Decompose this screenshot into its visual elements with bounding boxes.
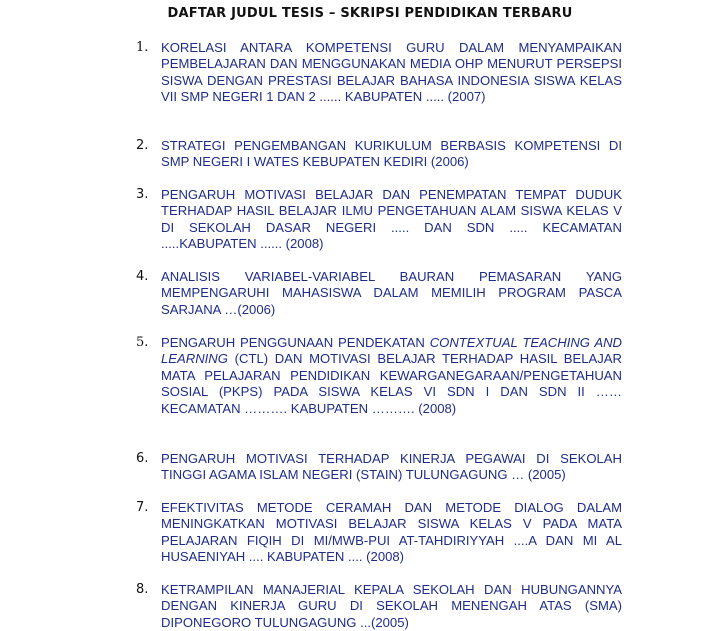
list-item: [136, 187, 622, 253]
list-item: [136, 451, 622, 484]
list-item-number: 5.: [136, 335, 149, 350]
list-item-text: PENGARUH MOTIVASI BELAJAR DAN PENEMPATAN TEMPAT DUDUK TERHADAP HASIL BELAJAR ILMU PENGETAHUAN ALAM SISWA KELAS V DI SEKOLAH DASAR NEGERI ..... DAN SDN ..... KECAMATAN .....KABUPATEN ...... (2008): [161, 187, 622, 252]
list-item-number: 1.: [136, 40, 149, 55]
list-item-number: 8.: [136, 582, 149, 597]
list-item-number: 7.: [136, 500, 149, 515]
list-item: [136, 40, 622, 106]
list-item-text: ANALISIS VARIABEL-VARIABEL BAURAN PEMASARAN YANG MEMPENGARUHI MAHASISWA DALAM MEMILIH PROGRAM PASCA SARJANA …(2006): [161, 269, 622, 317]
list-item: [136, 335, 622, 417]
list-item-text-italic: CONTEXTUAL TEACHING AND LEARNING: [161, 335, 623, 367]
list-item-number: 6.: [136, 451, 149, 466]
list-item-text-part: (CTL) DAN MOTIVASI BELAJAR TERHADAP HASIL BELAJAR MATA PELAJARAN PENDIDIKAN KEWARGANEGARAAN/PENGETAHUAN SOSIAL (PKPS) PADA SISWA KELAS VI SDN I DAN SDN II …… KECAMATAN ………. KABUPATEN ………. (2008): [161, 351, 622, 416]
list-item: [136, 269, 622, 318]
list-item: [136, 138, 622, 171]
list-item-number: 3.: [136, 187, 149, 202]
list-item: [136, 500, 622, 566]
list-item-text: STRATEGI PENGEMBANGAN KURIKULUM BERBASIS KOMPETENSI DI SMP NEGERI I WATES KEBUPATEN KEDIRI (2006): [161, 138, 622, 170]
list-item-text: [161, 335, 622, 417]
list-item-text: PENGARUH MOTIVASI TERHADAP KINERJA PEGAWAI DI SEKOLAH TINGGI AGAMA ISLAM NEGERI (STAIN) TULUNGAGUNG … (2005): [161, 451, 622, 483]
list-item-number: 2.: [136, 138, 149, 153]
list-item-text: EFEKTIVITAS METODE CERAMAH DAN METODE DIALOG DALAM MENINGKATKAN MOTIVASI BELAJAR SISWA KELAS V PADA MATA PELAJARAN FIQIH DI MI/MWB-PUI AT-TAHDIRIYYAH ....A DAN MI AL HUSAENIYAH .... KABUPATEN .... (2008): [161, 500, 622, 565]
list-item-text-part: PENGARUH PENGGUNAAN PENDEKATAN: [161, 335, 430, 350]
list-item-text: KETRAMPILAN MANAJERIAL KEPALA SEKOLAH DAN HUBUNGANNYA DENGAN KINERJA GURU DI SEKOLAH MENENGAH ATAS (SMA) DIPONEGORO TULUNGAGUNG ...(2005): [161, 582, 622, 630]
list-item-number: 4.: [136, 269, 149, 284]
document-title: DAFTAR JUDUL TESIS – SKRIPSI PENDIDIKAN TERBARU: [167, 6, 573, 21]
list-item: [136, 582, 622, 631]
list-item-text: KORELASI ANTARA KOMPETENSI GURU DALAM MENYAMPAIKAN PEMBELAJARAN DAN MENGGUNAKAN MEDIA OHP MENURUT PERSEPSI SISWA DENGAN PRESTASI BELAJAR BAHASA INDONESIA SISWA KELAS VII SMP NEGERI 1 DAN 2 ...... KABUPATEN ..... (2007): [161, 40, 622, 105]
